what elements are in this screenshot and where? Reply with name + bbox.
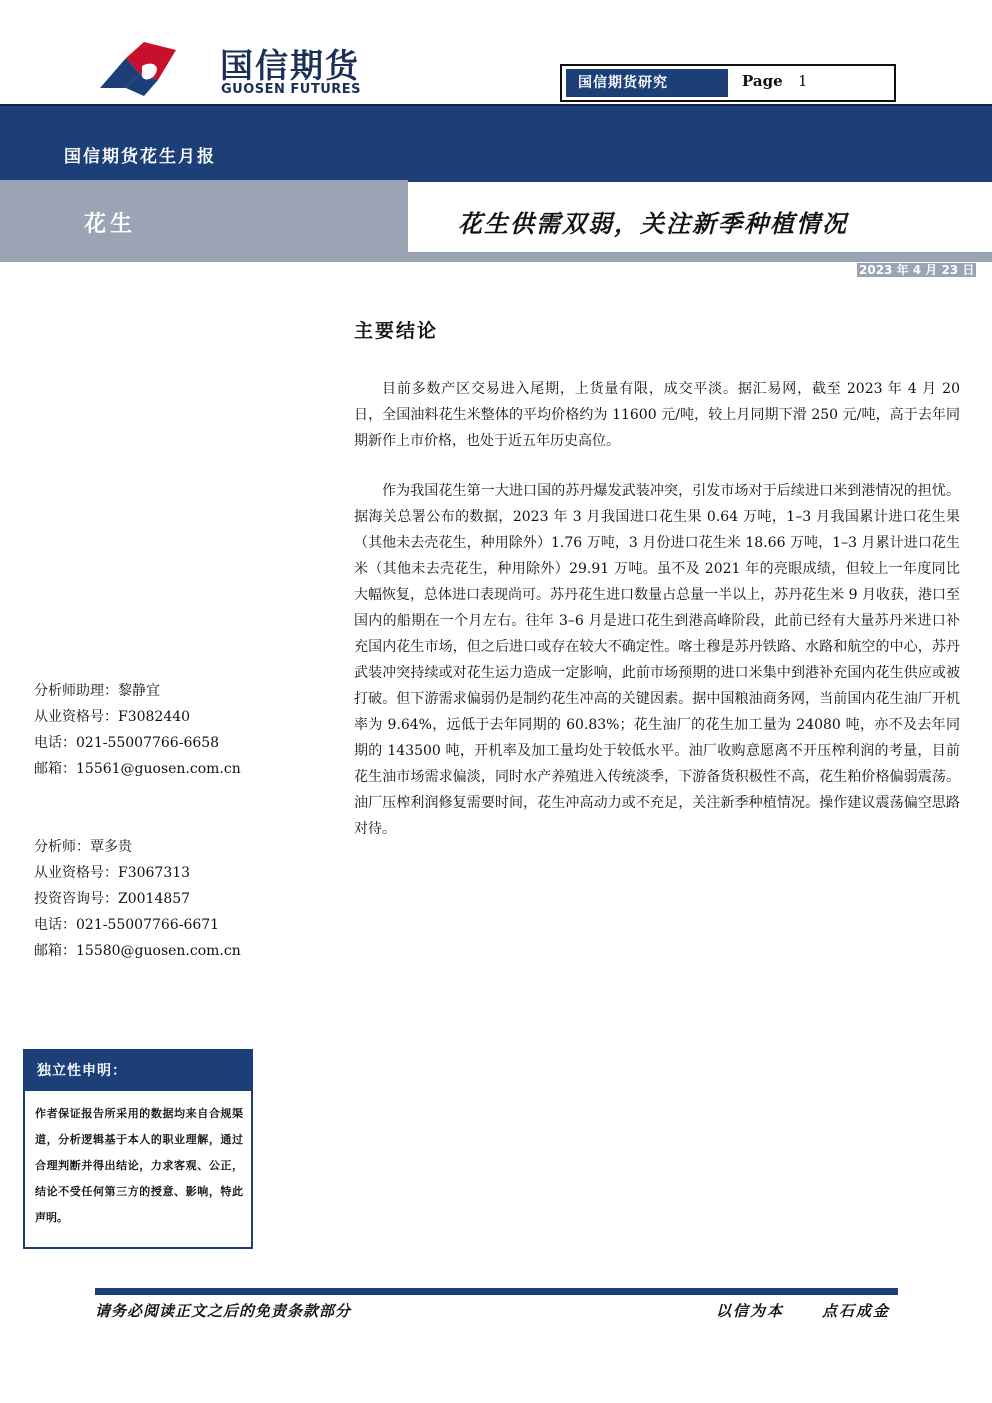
analyst-name-row: [34, 834, 241, 860]
footer-disclaimer-note: 请务必阅读正文之后的免责条款部分: [95, 1302, 352, 1320]
report-date: 2023 年 4 月 23 日: [859, 263, 975, 277]
guosen-logo-icon: [96, 36, 176, 100]
footer-slogan-2: 点石成金: [822, 1302, 891, 1320]
footer-slogan-1: 以信为本: [716, 1302, 785, 1320]
analyst-block-assistant: [34, 678, 241, 782]
category-banner: [0, 180, 408, 262]
analyst-cert-row: [34, 704, 241, 730]
declaration-body: 作者保证报告所采用的数据均来自合规渠道，分析逻辑基于本人的职业理解，通过合理判断并得出结论，力求客观、公正，结论不受任何第三方的授意、影响，特此声明。: [35, 1107, 243, 1224]
report-category: 花生: [84, 212, 137, 237]
analyst-role-label: 分析师助理：: [34, 683, 118, 699]
conclusion-paragraph-1: 目前多数产区交易进入尾期，上货量有限，成交平淡。据汇易网，截至 2023 年 4 月 20 日，全国油料花生米整体的平均价格约为 11600 元/吨，较上月同期下滑 250 元/吨，高于去年同期新作上市价格，也处于近五年历史高位。: [354, 381, 960, 449]
analyst-phone-label: 电话：: [34, 917, 76, 933]
analyst-cert: F3082440: [118, 709, 191, 725]
logo-name-cn: 国信期货: [220, 46, 360, 85]
analyst-consult-row: [34, 886, 241, 912]
analyst-email-label: 邮箱：: [34, 943, 76, 959]
analyst-email-row: [34, 756, 241, 782]
date-strip: [408, 252, 992, 262]
analyst-phone: 021-55007766-6671: [76, 917, 220, 933]
report-name: 国信期货花生月报: [64, 147, 216, 167]
analyst-email-row: [34, 938, 241, 964]
analyst-phone: 021-55007766-6658: [76, 735, 220, 751]
analyst-cert-label: 从业资格号：: [34, 709, 118, 725]
analyst-name: 覃多贵: [90, 839, 132, 855]
analyst-cert-label: 从业资格号：: [34, 865, 118, 881]
research-page-box: [560, 64, 896, 102]
analyst-consult: Z0014857: [118, 891, 191, 907]
logo-name-en: GUOSEN FUTURES: [221, 82, 362, 97]
independence-declaration: [23, 1049, 253, 1249]
section-title: 主要结论: [354, 320, 439, 342]
page-number: 1: [798, 72, 808, 90]
declaration-title: 独立性申明：: [25, 1051, 251, 1091]
analyst-consult-label: 投资咨询号：: [34, 891, 118, 907]
research-label: 国信期货研究: [566, 69, 728, 97]
analyst-email-label: 邮箱：: [34, 761, 76, 777]
analyst-cert: F3067313: [118, 865, 191, 881]
footer-divider: [95, 1288, 898, 1295]
page-label: Page: [742, 72, 783, 90]
analyst-cert-row: [34, 860, 241, 886]
analyst-phone-label: 电话：: [34, 735, 76, 751]
analyst-name-row: [34, 678, 241, 704]
analyst-email: 15580@guosen.com.cn: [76, 943, 241, 959]
analyst-role-label: 分析师：: [34, 839, 90, 855]
analyst-name: 黎静宜: [118, 683, 160, 699]
analyst-email: 15561@guosen.com.cn: [76, 761, 241, 777]
conclusion-paragraph-2: 作为我国花生第一大进口国的苏丹爆发武装冲突，引发市场对于后续进口米到港情况的担忧。据海关总署公布的数据，2023 年 3 月我国进口花生果 0.64 万吨，1–3 月我国累计进口花生果（其他未去壳花生，种用除外）1.76 万吨，3 月份进口花生米 18.66 万吨，1–3 月累计进口花生米（其他未去壳花生，种用除外）29.91 万吨。虽不及 2021 年的亮眼成绩，但较上一年度同比大幅恢复，总体进口表现尚可。苏丹花生进口数量占总量一半以上，苏丹花生米 9 月收获，港口至国内的船期在一个月左右。往年 3–6 月是进口花生到港高峰阶段，此前已经有大量苏丹米进口补充国内花生市场，但之后进口或存在较大不确定性。喀土穆是苏丹铁路、水路和航空的中心，苏丹武装冲突持续或对花生运力造成一定影响，此前市场预期的进口米集中到港补充国内花生供应或被打破。但下游需求偏弱仍是制约花生冲高的关键因素。据中国粮油商务网，当前国内花生油厂开机率为 9.64%，远低于去年同期的 60.83%；花生油厂的花生加工量为 24080 吨，亦不及去年同期的 143500 吨，开机率及加工量均处于较低水平。油厂收购意愿离不开压榨利润的考量，目前花生油市场需求偏淡，同时水产养殖进入传统淡季，下游备货积极性不高，花生粕价格偏弱震荡。油厂压榨利润修复需要时间，花生冲高动力或不充足，关注新季种植情况。操作建议震荡偏空思路对待。: [354, 483, 960, 837]
report-headline: 花生供需双弱，关注新季种植情况: [458, 210, 848, 238]
analyst-block-lead: [34, 834, 241, 964]
analyst-phone-row: [34, 730, 241, 756]
analyst-phone-row: [34, 912, 241, 938]
